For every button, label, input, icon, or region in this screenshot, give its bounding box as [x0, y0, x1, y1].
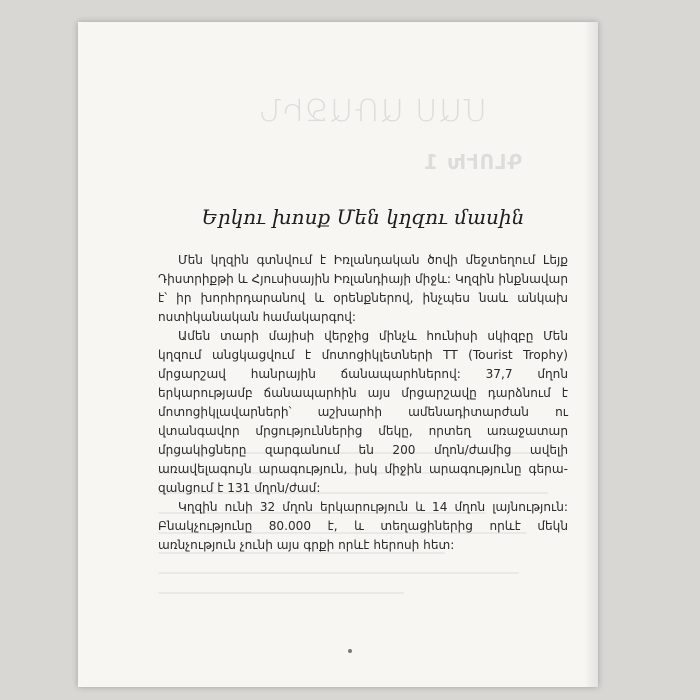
- paragraph: Ամեն տարի մայիսի վերջից մինչև հունիսի սկիզբը Մեն կղզում անցկացվում է մոտոցիկլետների TT (Tourist Trophy) մրցարշավ հանրային ճանապարհներով: 37,7 մղոն երկարությամբ ճանապարհին այս մրցարշավը դարձնում է մոտոցիկլավարների՝ աշխարհի ամենադիտարժան ու վտանգավոր մրցություններից մեկը, որտեղ առաջատար մրցակիցները զարգանում են 200 մղոն/ժամից ավելի առավելագույն արագություն, իսկ միջին արագությունը գերազանցում է 131 մղոն/ժամ:: [158, 329, 568, 495]
- chapter-title: Երկու խոսք Մեն կղզու մասին: [201, 205, 525, 229]
- book-page: [78, 22, 598, 687]
- paragraph: Կղզին ունի 32 մղոն երկարություն և 14 մղոն լայնություն: Բնակչությունը 80.000 է, և տեղացիներից որևէ մեկն առնչություն չունի այս գրքի որևէ հերոսի հետ:: [158, 500, 568, 552]
- paragraph: Մեն կղզին գտնվում է Իռլանդական ծովի մեջտեղում Լեյք Դիստրիքթի և Հյուսիսային Իռլանդիայի միջև: Կղզին ինքնավար է՝ իր խորհրդարանով և օրենքներով, ինչպես նաև անկախ ոստիկանական համակարգով:: [158, 253, 568, 324]
- page-content: [158, 187, 568, 555]
- bleed-through-heading: ՄԱՍ ԱՌԱՋԻՆ: [258, 94, 487, 129]
- bleed-through-chapter: ԳԼՈՒԽ 1: [423, 150, 522, 174]
- page-mark: [348, 649, 352, 653]
